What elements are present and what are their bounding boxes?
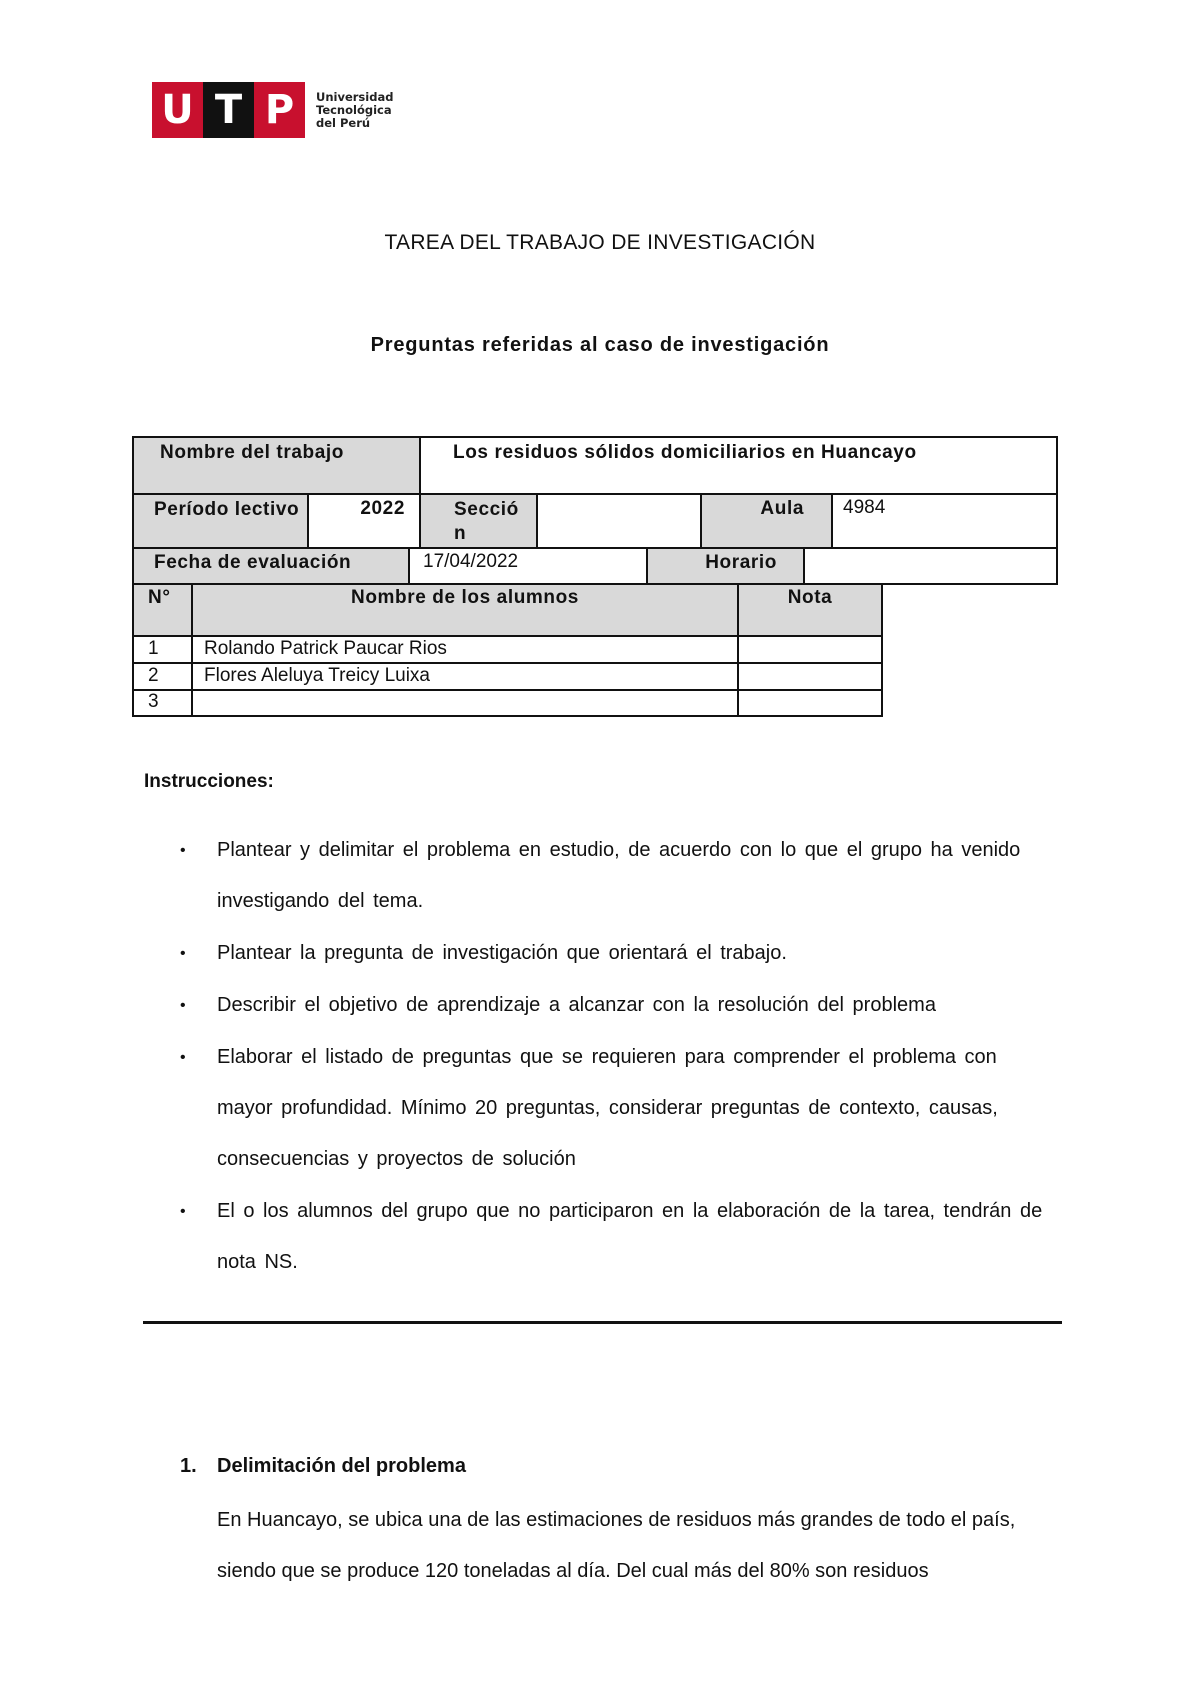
bullet-icon: • bbox=[180, 1203, 186, 1220]
header-number: N° bbox=[133, 584, 192, 636]
row-number: 1 bbox=[133, 636, 192, 663]
seccion-label: Sección bbox=[420, 494, 537, 548]
horario-label: Horario bbox=[647, 548, 804, 584]
bullet-icon: • bbox=[180, 842, 186, 859]
info-table-row-period bbox=[132, 493, 1058, 549]
periodo-value: 2022 bbox=[308, 494, 420, 548]
nombre-trabajo-value: Los residuos sólidos domiciliarios en Huancayo bbox=[420, 437, 1057, 494]
list-item: • Describir el objetivo de aprendizaje a alcanzar con la resolución del problema bbox=[144, 980, 1044, 1031]
section-1-paragraph: En Huancayo, se ubica una de las estimaciones de residuos más grandes de todo el país, siendo que se produce 120 toneladas al día. Del cual más del 80% son residuos bbox=[217, 1509, 1016, 1582]
bullet-icon: • bbox=[180, 997, 186, 1014]
students-table bbox=[132, 583, 883, 717]
list-item: • Plantear la pregunta de investigación que orientará el trabajo. bbox=[144, 928, 1044, 979]
header-name: Nombre de los alumnos bbox=[192, 584, 738, 636]
document-subtitle: Preguntas referidas al caso de investigación bbox=[370, 334, 830, 356]
instructions-list bbox=[144, 825, 1044, 1289]
header-nota: Nota bbox=[738, 584, 882, 636]
fecha-value: 17/04/2022 bbox=[409, 548, 647, 584]
info-table-row-name bbox=[132, 436, 1058, 495]
logo-letter-t: T bbox=[203, 82, 254, 138]
aula-value: 4984 bbox=[832, 494, 1057, 548]
fecha-label: Fecha de evaluación bbox=[133, 548, 409, 584]
table-row bbox=[133, 636, 882, 663]
section-1-body bbox=[217, 1495, 1077, 1597]
row-student-name bbox=[192, 690, 738, 716]
bullet-icon: • bbox=[180, 1049, 186, 1066]
row-nota bbox=[738, 690, 882, 716]
list-item: • Elaborar el listado de preguntas que se requieren para comprender el problema con mayor profundidad. Mínimo 20 preguntas, considerar preguntas de contexto, causas, consecuencias y proyectos de solución bbox=[144, 1032, 1044, 1185]
list-item: • Plantear y delimitar el problema en estudio, de acuerdo con lo que el grupo ha venido investigando del tema. bbox=[144, 825, 1044, 927]
bullet-icon: • bbox=[180, 945, 186, 962]
row-student-name: Flores Aleluya Treicy Luixa bbox=[192, 663, 738, 690]
horizontal-divider bbox=[143, 1321, 1062, 1324]
logo-line-3: del Perú bbox=[316, 115, 371, 130]
row-number: 3 bbox=[133, 690, 192, 716]
list-item: • El o los alumnos del grupo que no participaron en la elaboración de la tarea, tendrán de nota NS. bbox=[144, 1186, 1044, 1288]
section-1-heading bbox=[180, 1455, 466, 1478]
utp-logo-mark bbox=[152, 82, 305, 138]
row-number: 2 bbox=[133, 663, 192, 690]
aula-label: Aula bbox=[701, 494, 832, 548]
students-header-row bbox=[133, 584, 882, 636]
logo-line-1: Universidad bbox=[316, 89, 394, 104]
logo-line-2: Tecnológica bbox=[316, 102, 392, 117]
logo-letter-u: U bbox=[152, 82, 203, 138]
instructions-title: Instrucciones: bbox=[144, 771, 274, 792]
periodo-label: Período lectivo bbox=[133, 494, 308, 548]
horario-value bbox=[804, 548, 1057, 584]
seccion-value bbox=[537, 494, 701, 548]
section-1-number: 1. bbox=[180, 1455, 197, 1477]
row-nota bbox=[738, 636, 882, 663]
table-row bbox=[133, 663, 882, 690]
section-1-title: Delimitación del problema bbox=[217, 1455, 466, 1477]
row-student-name: Rolando Patrick Paucar Rios bbox=[192, 636, 738, 663]
logo-wordmark bbox=[316, 91, 393, 130]
info-table-row-date bbox=[132, 547, 1058, 585]
nombre-trabajo-label: Nombre del trabajo bbox=[133, 437, 420, 494]
logo-letter-p: P bbox=[254, 82, 305, 138]
utp-logo bbox=[152, 82, 393, 138]
table-row bbox=[133, 690, 882, 716]
row-nota bbox=[738, 663, 882, 690]
document-title: TAREA DEL TRABAJO DE INVESTIGACIÓN bbox=[384, 231, 816, 254]
